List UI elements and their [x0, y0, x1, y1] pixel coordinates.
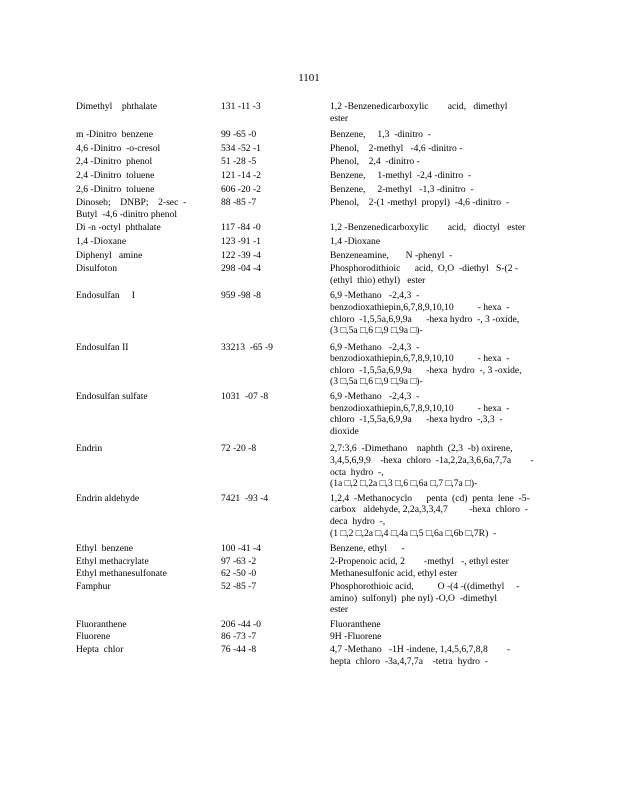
table-row [76, 156, 536, 168]
chemical-name: 2,7:3,6 -Dimethano naphth (2,3 -b) oxirene, 3,4,5,6,9,9 -hexa chloro -1a,2,2a,3,6,6a,7,7a - octa hydro -, (1a □,2 □,2a □,3 □,6 □,6a □,7 □,7a □)- [330, 443, 534, 490]
chemical-name: Fluoranthene [330, 618, 381, 630]
cas-number: 131 -11 -3 [221, 101, 261, 112]
chemical-name: Phenol, 2-methyl -4,6 -dinitro - [330, 142, 463, 154]
common-name: Disulfoton [76, 263, 118, 275]
chemical-name: Phosphorodithioic acid, O,O -diethyl S-(2 - (ethyl thio) ethyl) ester [330, 263, 519, 286]
table-row [76, 263, 536, 286]
table-row [76, 236, 536, 248]
chemical-name: 2-Propenoic acid, 2 -methyl -, ethyl ester [330, 555, 509, 567]
common-name: Famphur [76, 580, 111, 592]
page-number: 1101 [298, 72, 320, 84]
cas-number: 62 -50 -0 [221, 568, 257, 580]
cas-number: 86 -73 -7 [221, 631, 257, 643]
common-name: Fluoranthene [76, 618, 127, 630]
table-row [76, 342, 536, 388]
table-row [76, 631, 536, 643]
chemical-name: Phenol, 2-(1 -methyl propyl) -4,6 -dinitro - [330, 197, 510, 209]
table-row [76, 250, 536, 262]
cas-number: 122 -39 -4 [221, 249, 261, 261]
chemical-name: 6,9 -Methano -2,4,3 - benzodioxathiepin,6,7,8,9,10,10 - hexa - chloro -1,5,5a,6,9,9a -hexa hydro -, 3 -oxide, (3 □,5a □,6 □,9 □,9a □)- [330, 290, 520, 337]
table-row [76, 443, 536, 489]
chemical-name: Benzene, 2-methyl -1,3 -dinitro - [330, 183, 474, 195]
common-name: Dimethyl phthalate [76, 101, 157, 112]
common-name: Ethyl benzene [76, 543, 134, 555]
chemical-name: Phenol, 2,4 -dinitro - [330, 156, 420, 168]
table-row [76, 170, 536, 182]
chemical-name: Benzene, 1-methyl -2,4 -dinitro - [330, 169, 472, 181]
chemical-name: 6,9 -Methano -2,4,3 - benzodioxathiepin,6,7,8,9,10,10 - hexa - chloro -1,5,5a,6,9,9a -hexa hydro -,3,3 - dioxide [330, 391, 510, 437]
chemical-name: 1,2,4 -Methanocyclo penta (cd) penta lene -5- carbox aldehyde, 2,2a,3,3,4,7 -hexa chloro - deca hydro -, (1 □,2 □,2a □,4 □,4a □,5 □,6a □,6b □,7R) - [330, 492, 530, 539]
chemical-name: Phosphorothioic acid, O -(4 -((dimethyl - amino) sulfonyl) phe nyl) -O,O -dimethyl ester [330, 580, 520, 616]
common-name: Diphenyl amine [76, 249, 143, 261]
common-name: Hepta chlor [76, 643, 124, 655]
cas-number: 76 -44 -8 [221, 643, 257, 655]
cas-number: 51 -28 -5 [221, 156, 257, 168]
chemical-name: 6,9 -Methano -2,4,3 - benzodioxathiepin,6,7,8,9,10,10 - hexa - chloro -1,5,5a,6,9,9a -hexa hydro -, 3 -oxide, (3 □,5a □,6 □,9 □,9a □)- [330, 341, 522, 388]
chemical-name: 4,7 -Methano -1H -indene, 1,4,5,6,7,8,8 - hepta chloro -3a,4,7,7a -tetra hydro - [330, 643, 511, 667]
table-row [76, 222, 536, 234]
common-name: Di -n -octyl phthalate [76, 222, 161, 234]
common-name: Ethyl methacrylate [76, 555, 149, 567]
table-row [76, 619, 536, 631]
common-name: Fluorene [76, 631, 111, 643]
common-name: Endosulfan sulfate [76, 391, 148, 403]
cas-number: 100 -41 -4 [221, 543, 261, 555]
common-name: Ethyl methanesulfonate [76, 568, 167, 580]
chemical-name: Benzene, 1,3 -dinitro - [330, 129, 431, 141]
cas-number: 117 -84 -0 [221, 222, 261, 234]
table-row [76, 581, 536, 616]
common-name: Endosulfan I [76, 290, 135, 302]
common-name: Endrin aldehyde [76, 492, 140, 504]
cas-number: 72 -20 -8 [221, 443, 257, 455]
cas-number: 7421 -93 -4 [221, 492, 269, 504]
common-name: Endosulfan II [76, 341, 129, 353]
chemical-name: Benzene, ethyl - [330, 543, 405, 555]
table-row [76, 129, 536, 141]
common-name: 4,6 -Dinitro -o-cresol [76, 142, 161, 154]
cas-number: 298 -04 -4 [221, 263, 261, 275]
cas-number: 52 -85 -7 [221, 580, 257, 592]
chemical-name: 9H -Fluorene [330, 631, 382, 643]
common-name: 1,4 -Dioxane [76, 235, 127, 247]
cas-number: 99 -65 -0 [221, 129, 257, 141]
cas-number: 606 -20 -2 [221, 183, 261, 195]
cas-number: 88 -85 -7 [221, 197, 257, 209]
chemical-name: Benzeneamine, N -phenyl - [330, 249, 453, 261]
table-row [76, 644, 536, 667]
table-row [76, 568, 536, 580]
cas-number: 123 -91 -1 [221, 235, 261, 247]
table-row [76, 143, 536, 155]
table-row [76, 290, 536, 336]
table-row [76, 101, 536, 124]
cas-number: 534 -52 -1 [221, 142, 261, 154]
cas-number: 206 -44 -0 [221, 618, 261, 630]
chemical-name: 1,2 -Benzenedicarboxylic acid, dimethyl ester [330, 101, 508, 124]
cas-number: 121 -14 -2 [221, 169, 261, 181]
common-name: 2,6 -Dinitro toluene [76, 183, 155, 195]
common-name: 2,4 -Dinitro phenol [76, 156, 153, 168]
chemical-name: 1,2 -Benzenedicarboxylic acid, dioctyl ester [330, 222, 526, 234]
table-row [76, 391, 536, 437]
common-name: 2,4 -Dinitro toluene [76, 169, 155, 181]
cas-number: 97 -63 -2 [221, 555, 257, 567]
chemical-name: 1,4 -Dioxane [330, 235, 381, 247]
cas-number: 959 -98 -8 [221, 290, 261, 302]
common-name: Dinoseb; DNBP; 2-sec - Butyl -4,6 -dinitro phenol [76, 197, 187, 220]
table-row [76, 543, 536, 555]
table-row [76, 493, 536, 539]
table-row [76, 556, 536, 568]
common-name: Endrin [76, 443, 103, 455]
chemical-name: Methanesulfonic acid, ethyl ester [330, 568, 458, 580]
chemical-table [76, 101, 536, 667]
cas-number: 1031 -07 -8 [221, 391, 269, 403]
table-row [76, 197, 536, 220]
common-name: m -Dinitro benzene [76, 129, 153, 141]
cas-number: 33213 -65 -9 [221, 341, 273, 353]
table-row [76, 184, 536, 196]
